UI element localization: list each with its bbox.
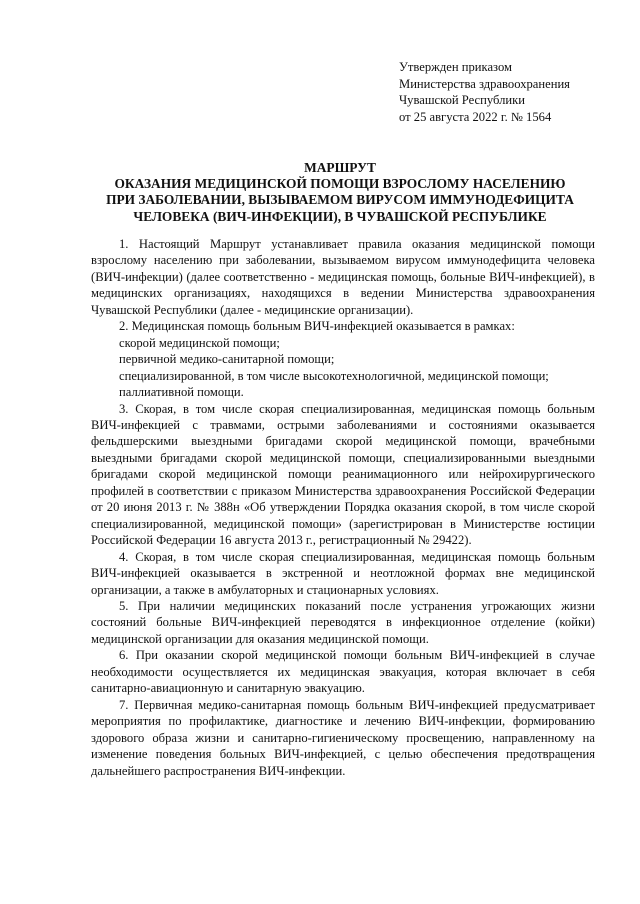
paragraph-5: 5. При наличии медицинских показаний после устранения угрожающих жизни состояний больные ВИЧ-инфекцией переводятся в инфекционное отделение (койки) медицинской организации для оказания медицинской помощи.	[91, 598, 595, 646]
approval-line: Чувашской Республики	[399, 93, 525, 108]
paragraph-1: 1. Настоящий Маршрут устанавливает правила оказания медицинской помощи взрослому населению при заболевании, вызываемом вирусом иммунодефицита человека (ВИЧ-инфекции) (далее соответственно - медицинская помощь, больные ВИЧ-инфекцией), в медицинских организациях, находящихся в ведении Министерства здравоохранения Чувашской Республики (далее - медицинские организации).	[91, 237, 595, 317]
approval-line: Утвержден приказом	[399, 60, 512, 74]
document-body	[91, 236, 595, 779]
list-item: скорой медицинской помощи;	[119, 335, 280, 350]
document-title	[60, 160, 620, 225]
paragraph-4: 4. Скорая, в том числе скорая специализированная, медицинская помощь больным ВИЧ-инфекцией оказывается в экстренной и неотложной формах вне медицинской организации, а также в амбулаторных и стационарных условиях.	[91, 549, 595, 597]
title-line: ПРИ ЗАБОЛЕВАНИИ, ВЫЗЫВАЕМОМ ВИРУСОМ ИММУНОДЕФИЦИТА	[106, 192, 574, 208]
approval-date-line: от 25 августа 2022 г. № 1564	[399, 109, 552, 124]
approval-block	[399, 59, 619, 125]
paragraph-6: 6. При оказании скорой медицинской помощи больным ВИЧ-инфекцией в случае необходимости осуществляется их медицинская эвакуация, которая включает в себя санитарно-авиационную и санитарную эвакуацию.	[91, 648, 595, 696]
paragraph-3: 3. Скорая, в том числе скорая специализированная, медицинская помощь больным ВИЧ-инфекцией с травмами, острыми заболеваниями и состояниями оказывается фельдшерскими выездными бригадами скорой медицинской помощи, врачебными выездными бригадами скорой медицинской помощи, специализированными выездными бригадами скорой медицинской помощи реанимационного или нейрохирургического профилей в соответствии с приказом Министерства здравоохранения Российской Федерации от 20 июня 2013 г. № 388н «Об утверждении Порядка оказания скорой, в том числе скорой специализированной, медицинской помощи» (зарегистрирован в Министерстве юстиции Российской Федерации 16 августа 2013 г., регистрационный № 29422).	[91, 401, 595, 548]
title-line: МАРШРУТ	[304, 160, 376, 175]
paragraph-7: 7. Первичная медико-санитарная помощь больным ВИЧ-инфекцией предусматривает мероприятия по профилактике, диагностике и лечению ВИЧ-инфекции, формированию здорового образа жизни и санитарно-гигиеническому просвещению, направленному на изменение поведения больных ВИЧ-инфекцией, с целью обеспечения предотвращения дальнейшего распространения ВИЧ-инфекции.	[91, 697, 595, 778]
title-line: ЧЕЛОВЕКА (ВИЧ-ИНФЕКЦИИ), В ЧУВАШСКОЙ РЕСПУБЛИКЕ	[133, 208, 547, 224]
approval-line: Министерства здравоохранения	[399, 76, 570, 91]
title-line: ОКАЗАНИЯ МЕДИЦИНСКОЙ ПОМОЩИ ВЗРОСЛОМУ НАСЕЛЕНИЮ	[114, 176, 566, 192]
paragraph-2: 2. Медицинская помощь больным ВИЧ-инфекцией оказывается в рамках:	[119, 319, 515, 334]
list-item: специализированной, в том числе высокотехнологичной, медицинской помощи;	[119, 368, 549, 383]
list-item: паллиативной помощи.	[119, 385, 244, 400]
list-item: первичной медико-санитарной помощи;	[119, 352, 335, 367]
